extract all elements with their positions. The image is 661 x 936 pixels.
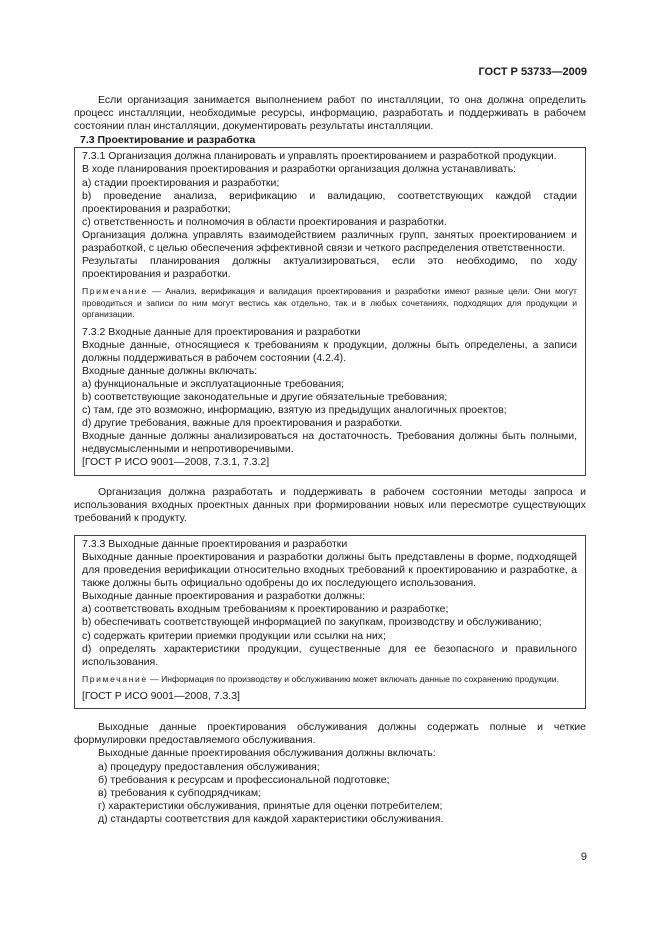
page-number: 9 <box>580 851 587 863</box>
clause-7-3-2: 7.3.2 Входные данные для проектирования и разработки <box>82 325 361 338</box>
list-item: б) требования к ресурсам и профессиональной подготовке; <box>98 773 390 786</box>
paragraph: Результаты планирования должны актуализироваться, если это необходимо, по ходу проектирования и разработки. <box>82 255 577 281</box>
note-text: — Информация по производству и обслуживанию может включать данные по сохранению продукции. <box>147 673 559 684</box>
paragraph: Выходные данные проектирования и разработки должны: <box>82 590 366 603</box>
standard-id: ГОСТ Р 53733—2009 <box>478 66 587 78</box>
paragraph: Входные данные должны включать: <box>82 364 258 377</box>
list-item: г) характеристики обслуживания, принятые для оценки потребителем; <box>98 799 443 812</box>
list-item: b) обеспечивать соответствующей информацией по закупкам, производству и обслуживанию; <box>82 616 542 629</box>
tail-section <box>74 721 586 826</box>
list-item: д) стандарты соответствия для каждой характеристики обслуживания. <box>98 812 444 825</box>
clause-7-3-1: 7.3.1 Организация должна планировать и управлять проектированием и разработкой продукции. <box>82 150 557 163</box>
note-text: — Анализ, верификация и валидация проектирования и разработки имеют разные цели. Они могут проводиться и записи по ним могут вестись как отдельно, так и в любых сочетаниях, подходящих для продукции и организации. <box>82 286 577 320</box>
list-item: с) там, где это возможно, информацию, взятую из предыдущих аналогичных проектов; <box>82 404 507 417</box>
paragraph: Организация должна управлять взаимодействием различных групп, занятых проектированием и разработкой, с целью обеспечения эффективной связи и четкого распределения ответственности. <box>82 228 577 255</box>
reference: [ГОСТ Р ИСО 9001—2008, 7.3.1, 7.3.2] <box>82 456 270 469</box>
note-label: Примечание <box>82 286 148 297</box>
note-label: Примечание <box>82 673 148 684</box>
list-item: с) ответственность и полномочия в области проектирования и разработки. <box>82 215 447 228</box>
between-paragraph: Организация должна разработать и поддерживать в рабочем состоянии методы запроса и использования входных проектных данных при формировании новых или пересмотре существующих требований к продукту. <box>74 485 586 524</box>
paragraph: Входные данные должны анализироваться на достаточность. Требования должны быть полными, недвусмысленными и непротиворечивыми. <box>82 430 577 456</box>
note <box>82 674 577 685</box>
reference: [ГОСТ Р ИСО 9001—2008, 7.3.3] <box>82 690 240 703</box>
paragraph: В ходе планирования проектирования и разработки организация должна устанавливать: <box>82 163 517 176</box>
list-item: в) требования к субподрядчикам; <box>98 786 262 799</box>
list-item: а) стадии проектирования и разработки; <box>82 176 280 189</box>
list-item: с) содержать критерии приемки продукции или ссылки на них; <box>82 629 386 642</box>
intro-paragraph: Если организация занимается выполнением работ по инсталляции, то она должна определить процесс инсталляции, необходимые ресурсы, информацию, разработать и поддерживать в рабочем состоянии план инсталляции, документировать результаты инсталляции. <box>74 94 586 133</box>
paragraph: Выходные данные проектирования и разработки должны быть представлены в форме, подходящей для проведения верификации относительно входных требований к проектированию и разработке, а также должны быть официально одобрены до их последующего использования. <box>82 550 577 590</box>
list-item: d) определять характеристики продукции, существенные для ее безопасного и правильного использования. <box>82 642 577 668</box>
list-item: b) проведение анализа, верификацию и валидацию, соответствующих каждой стадии проектирования и разработки; <box>82 189 577 215</box>
clause-7-3-3: 7.3.3 Выходные данные проектирования и разработки <box>82 537 348 550</box>
paragraph: Выходные данные проектирования обслуживания должны включать: <box>98 747 436 760</box>
section-heading: 7.3 Проектирование и разработка <box>80 134 256 147</box>
note <box>82 286 577 320</box>
list-item: b) соответствующие законодательные и другие обязательные требования; <box>82 391 448 403</box>
page-content <box>74 94 586 826</box>
paragraph: Выходные данные проектирования обслуживания должны содержать полные и четкие формулировки предоставляемого обслуживания. <box>74 721 586 747</box>
list-item: а) соответствовать входным требованиям к проектированию и разработке; <box>82 603 449 616</box>
quoted-requirements-box-2 <box>74 535 586 709</box>
list-item: d) другие требования, важные для проектирования и разработки. <box>82 417 403 430</box>
quoted-requirements-box-1 <box>74 147 586 475</box>
list-item: а) функциональные и эксплуатационные требования; <box>82 377 345 390</box>
list-item: а) процедуру предоставления обслуживания; <box>98 760 320 773</box>
paragraph: Входные данные, относящиеся к требованиям к продукции, должны быть определены, а записи должны поддерживаться в рабочем состоянии (4.2.4). <box>82 338 577 364</box>
